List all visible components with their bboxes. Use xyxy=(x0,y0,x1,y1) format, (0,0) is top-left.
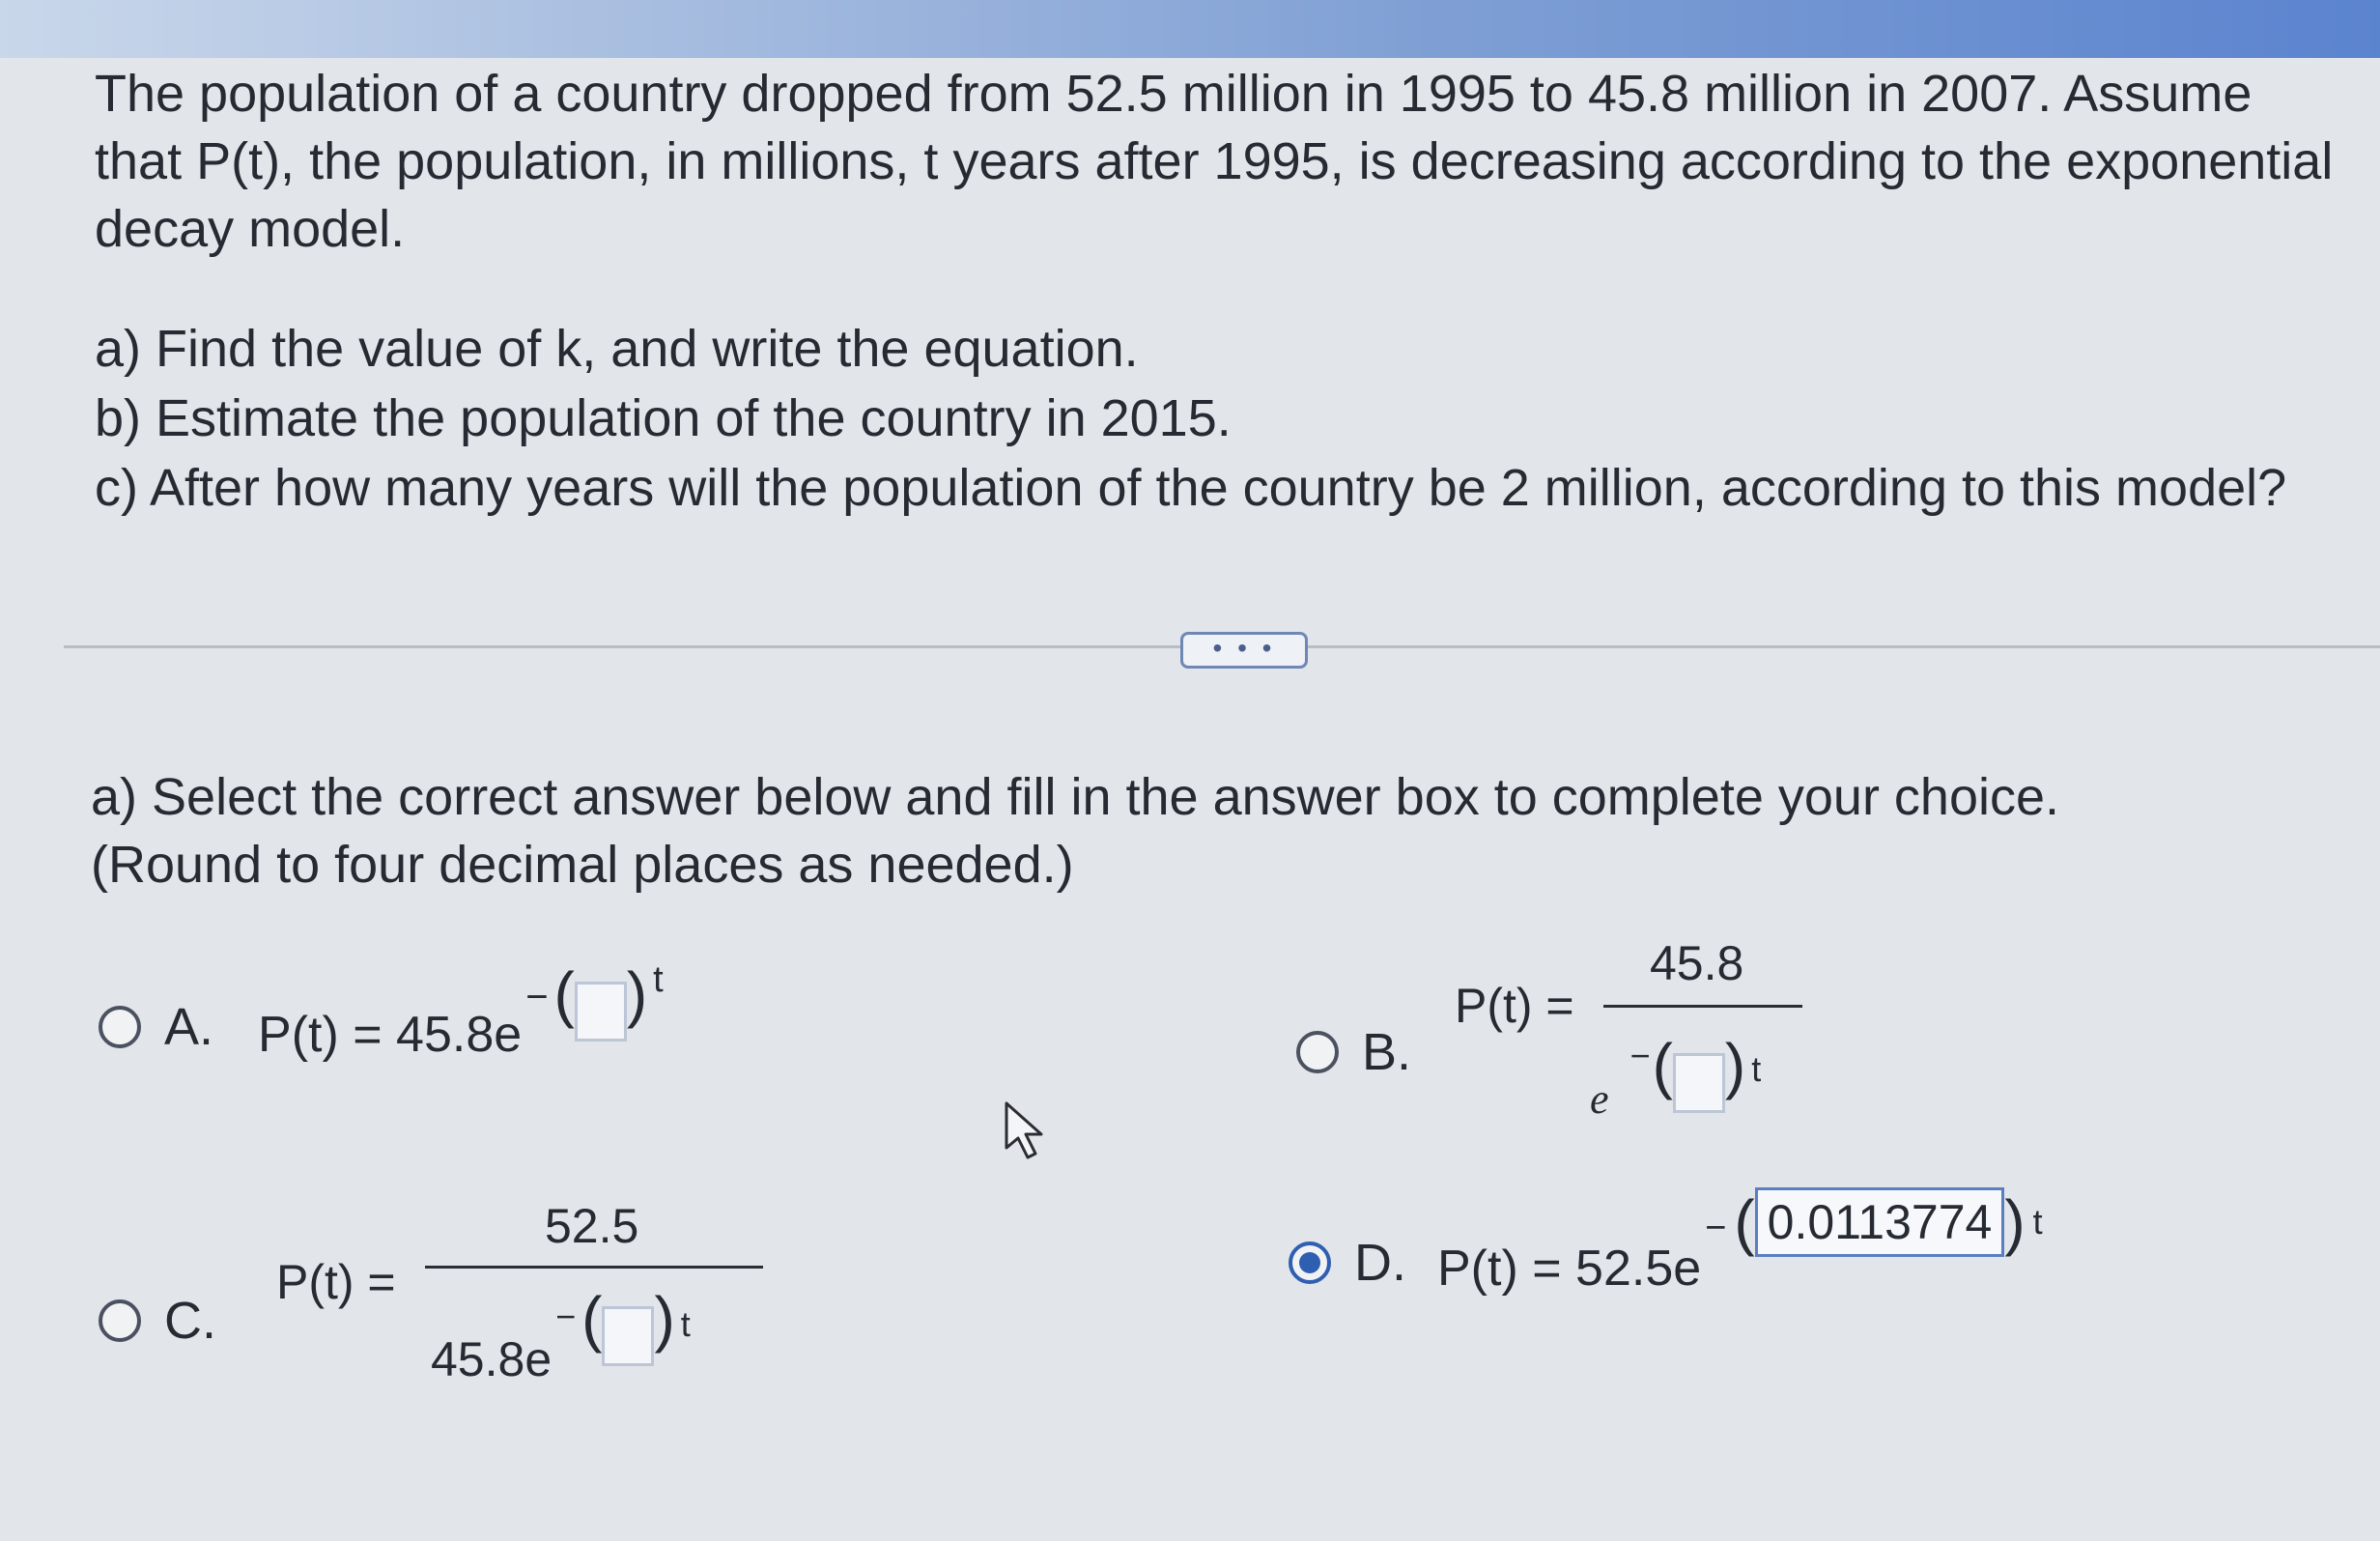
option-b-e: e xyxy=(1590,1075,1609,1123)
option-b-answer-box[interactable] xyxy=(1673,1053,1725,1113)
mouse-pointer-icon xyxy=(1003,1099,1049,1161)
option-a-equation: P(t) = 45.8e xyxy=(258,1006,523,1063)
option-b-lhs: P(t) = xyxy=(1455,979,1574,1033)
option-c-exponent: ( ) xyxy=(581,1283,675,1366)
problem-stem xyxy=(95,60,2345,263)
option-c-letter: C. xyxy=(164,1292,216,1350)
option-d-minus: − xyxy=(1705,1207,1727,1248)
part-a-text: a) Find the value of k, and write the equation. xyxy=(95,320,1139,378)
option-d-answer-box[interactable]: 0.0113774 xyxy=(1755,1187,2005,1257)
option-a[interactable] xyxy=(99,959,664,1069)
part-b-text: b) Estimate the population of the country in 2015. xyxy=(95,389,1232,447)
option-c-denominator xyxy=(431,1283,691,1387)
option-d-letter: D. xyxy=(1354,1234,1406,1292)
option-c[interactable] xyxy=(99,1291,255,1351)
option-c-minus: − xyxy=(555,1297,577,1336)
option-a-t: t xyxy=(653,959,664,1001)
option-d-radio[interactable] xyxy=(1289,1241,1331,1284)
option-b-denominator xyxy=(1590,1030,1761,1124)
option-a-radio[interactable] xyxy=(99,1006,141,1048)
expand-more-button[interactable]: • • • xyxy=(1180,632,1308,669)
option-a-exponent: ( ) xyxy=(554,958,648,1042)
option-b-fraction-bar xyxy=(1603,1005,1802,1008)
option-d[interactable] xyxy=(1289,1187,2043,1298)
option-c-answer-box[interactable] xyxy=(602,1306,654,1366)
option-c-numerator: 52.5 xyxy=(545,1199,639,1253)
option-b-t: t xyxy=(1751,1049,1762,1089)
option-d-equation: P(t) = 52.5e xyxy=(1437,1241,1702,1297)
stem-line-1: The population of a country dropped from 52.5 million in 1995 to 45.8 million in 2007. Assume xyxy=(95,65,2252,123)
option-b-exponent: ( ) xyxy=(1653,1030,1746,1113)
instructions xyxy=(91,763,2059,899)
option-a-answer-box[interactable] xyxy=(575,982,627,1042)
problem-parts xyxy=(95,314,2286,523)
option-c-den: 45.8e xyxy=(431,1332,552,1386)
option-a-minus: − xyxy=(525,976,549,1019)
option-b-minus: − xyxy=(1629,1036,1651,1075)
option-c-lhs: P(t) = xyxy=(276,1255,396,1309)
option-a-letter: A. xyxy=(164,997,214,1056)
instruction-line-1: a) Select the correct answer below and fill in the answer box to complete your choice. xyxy=(91,768,2060,826)
option-d-t: t xyxy=(2032,1202,2043,1241)
option-d-exponent: ( 0.0113774 ) xyxy=(1734,1187,2026,1257)
part-c-text: c) After how many years will the population of the country be 2 million, according to this model? xyxy=(95,459,2287,517)
option-b[interactable] xyxy=(1296,1022,1450,1082)
option-c-radio[interactable] xyxy=(99,1299,141,1342)
option-b-radio[interactable] xyxy=(1296,1031,1339,1073)
option-b-numerator: 45.8 xyxy=(1650,936,1744,990)
instruction-line-2: (Round to four decimal places as needed.) xyxy=(91,836,1074,894)
stem-line-2: that P(t), the population, in millions, t years after 1995, is decreasing according to the exponential xyxy=(95,132,2334,190)
option-c-t: t xyxy=(680,1304,691,1344)
option-b-letter: B. xyxy=(1362,1023,1412,1081)
stem-line-3: decay model. xyxy=(95,200,406,258)
option-c-fraction-bar xyxy=(425,1266,763,1269)
